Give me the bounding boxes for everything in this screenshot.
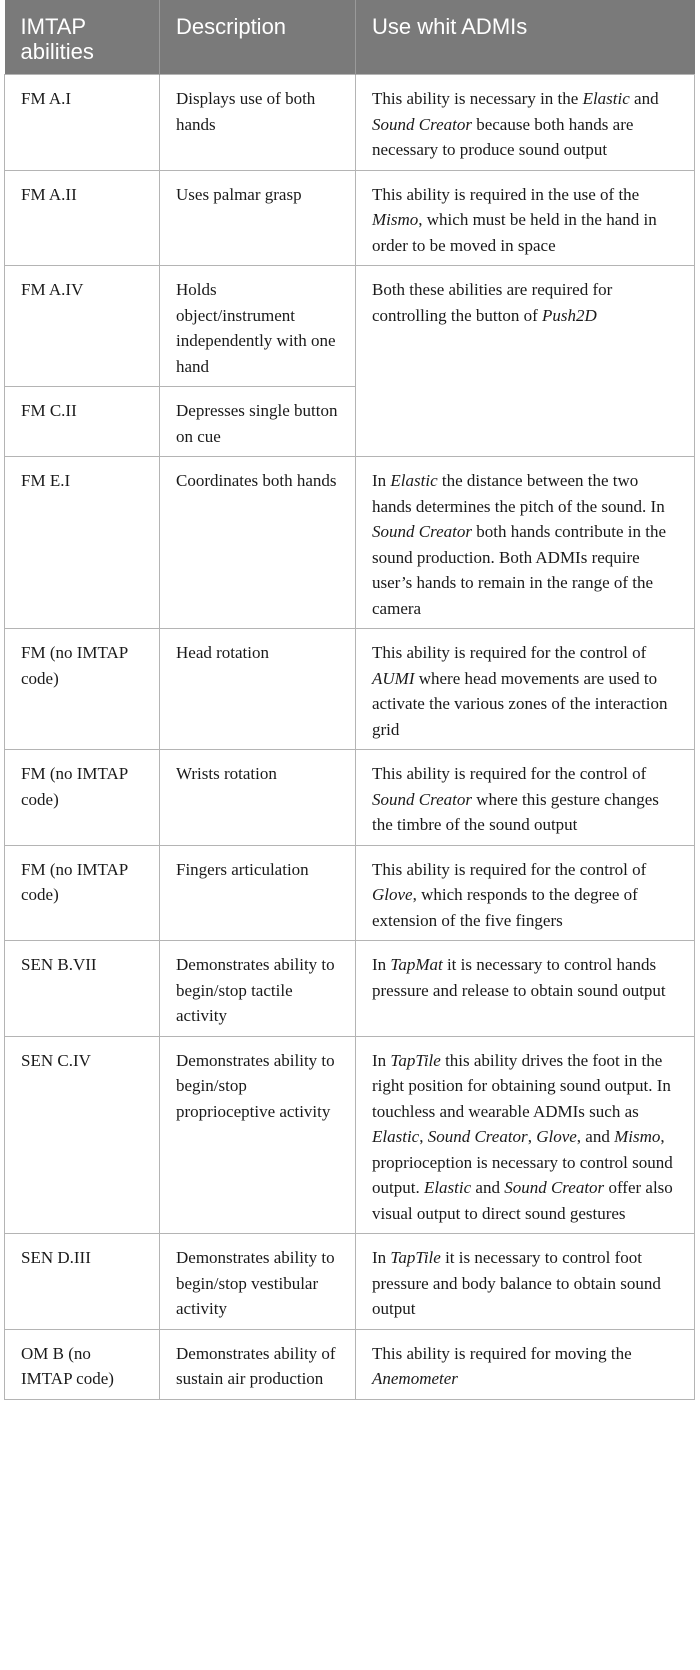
description-cell: Uses palmar grasp (160, 170, 356, 266)
admi-name: AUMI (372, 668, 415, 688)
use-text: Both these abilities are required for controlling the button of (372, 280, 613, 325)
use-text: , (419, 1127, 428, 1146)
description-cell: Displays use of both hands (160, 75, 356, 171)
use-text: , (527, 1127, 537, 1146)
table-row (5, 75, 695, 171)
ability-code-cell: FM (no IMTAP code) (5, 845, 160, 941)
ability-code-cell: FM (no IMTAP code) (5, 750, 160, 846)
description-cell: Depresses single button on cue (160, 387, 356, 457)
admi-name: Anemometer (372, 1369, 458, 1388)
use-text: it is necessary to control hands pressure and release to obtain sound output (372, 955, 666, 1000)
admi-name: Sound Creator (427, 1127, 528, 1146)
description-cell: Demonstrates ability to begin/stop vestibular activity (160, 1234, 356, 1330)
ability-code-cell: FM (no IMTAP code) (5, 629, 160, 750)
use-text: it is necessary to control foot pressure and body balance to obtain sound output (372, 1248, 661, 1318)
use-with-admis-cell (356, 266, 695, 457)
description-cell: Fingers articulation (160, 845, 356, 941)
use-text: offer also visual output to direct sound gestures (372, 1178, 673, 1223)
table-body (5, 75, 695, 1400)
admi-name: TapTile (390, 1050, 441, 1070)
table-row (5, 941, 695, 1037)
table-row (5, 170, 695, 266)
use-text: In (372, 1248, 391, 1267)
header-imtap-abilities: IMTAP abilities (5, 0, 160, 75)
abilities-table (4, 0, 695, 1400)
description-cell: Wrists rotation (160, 750, 356, 846)
use-with-admis-cell (356, 170, 695, 266)
use-with-admis-cell (356, 457, 695, 629)
use-text: This ability is required for the control of (372, 643, 647, 662)
use-with-admis-cell (356, 1234, 695, 1330)
use-text: This ability is required for the control of (372, 859, 647, 879)
use-text: both hands contribute in the sound production. Both ADMIs require user’s hands to remain in the range of the camera (372, 522, 667, 618)
description-cell: Holds object/instrument independently with one hand (160, 266, 356, 387)
admi-name: TapTile (390, 1248, 441, 1267)
ability-code-cell: SEN C.IV (5, 1036, 160, 1234)
description-cell: Coordinates both hands (160, 457, 356, 629)
use-text: the distance between the two hands determines the pitch of the sound. In (372, 471, 665, 516)
ability-code-cell: FM A.II (5, 170, 160, 266)
use-text: , proprioception is necessary to control sound output. (372, 1127, 673, 1197)
description-cell: Head rotation (160, 629, 356, 750)
admi-name: Sound Creator (372, 114, 472, 134)
table-row (5, 629, 695, 750)
admi-name: Sound Creator (372, 522, 472, 541)
use-text: In (372, 955, 391, 974)
use-with-admis-cell (356, 750, 695, 846)
use-text: In (372, 471, 391, 490)
ability-code-cell: SEN D.III (5, 1234, 160, 1330)
ability-code-cell: FM A.IV (5, 266, 160, 387)
use-text: because both hands are necessary to produce sound output (372, 114, 634, 159)
table-row (5, 1234, 695, 1330)
use-text: and (629, 89, 659, 108)
use-with-admis-cell (356, 1329, 695, 1399)
use-text: and (471, 1178, 505, 1197)
use-with-admis-cell (356, 1036, 695, 1234)
table-row (5, 266, 695, 387)
header-use-with-admis: Use whit ADMIs (356, 0, 695, 75)
use-with-admis-cell (356, 75, 695, 171)
use-text: where this gesture changes the timbre of the sound output (372, 789, 659, 834)
admi-name: Sound Creator (504, 1178, 605, 1197)
description-cell: Demonstrates ability of sustain air production (160, 1329, 356, 1399)
use-with-admis-cell (356, 941, 695, 1037)
use-with-admis-cell (356, 845, 695, 941)
table-row (5, 457, 695, 629)
ability-code-cell: FM A.I (5, 75, 160, 171)
use-text: , which must be held in the hand in order to be moved in space (372, 210, 657, 255)
admi-name: TapMat (390, 955, 443, 974)
ability-code-cell: FM C.II (5, 387, 160, 457)
use-text: this ability drives the foot in the right position for obtaining sound output. In touchless and wearable ADMIs such as (372, 1050, 671, 1121)
use-text: This ability is required for the control of (372, 764, 647, 783)
use-text: , and (576, 1127, 615, 1146)
table-row (5, 1036, 695, 1234)
admi-name: Elastic (423, 1178, 472, 1197)
use-with-admis-cell (356, 629, 695, 750)
admi-name: Mismo (372, 210, 419, 229)
table-row (5, 845, 695, 941)
header-description: Description (160, 0, 356, 75)
table-header-row (5, 0, 695, 75)
use-text: This ability is necessary in the (372, 89, 583, 108)
use-text: where head movements are used to activate the various zones of the interaction grid (372, 668, 668, 739)
admi-name: Elastic (390, 471, 438, 490)
description-cell: Demonstrates ability to begin/stop tactile activity (160, 941, 356, 1037)
ability-code-cell: SEN B.VII (5, 941, 160, 1037)
table-row (5, 750, 695, 846)
admi-name: Elastic (582, 89, 630, 108)
ability-code-cell: FM E.I (5, 457, 160, 629)
use-text: This ability is required in the use of the (372, 184, 640, 204)
use-text: In (372, 1050, 391, 1070)
admi-name: Mismo (614, 1127, 661, 1146)
admi-name: Sound Creator (372, 789, 472, 809)
admi-name: Push2D (541, 305, 597, 325)
table-row (5, 1329, 695, 1399)
description-cell: Demonstrates ability to begin/stop proprioceptive activity (160, 1036, 356, 1234)
use-text: , which responds to the degree of extension of the five fingers (372, 885, 638, 930)
use-text: This ability is required for moving the (372, 1343, 632, 1363)
admi-name: Glove (536, 1127, 577, 1146)
admi-name: Elastic (372, 1127, 420, 1146)
admi-name: Glove (372, 885, 413, 904)
ability-code-cell: OM B (no IMTAP code) (5, 1329, 160, 1399)
